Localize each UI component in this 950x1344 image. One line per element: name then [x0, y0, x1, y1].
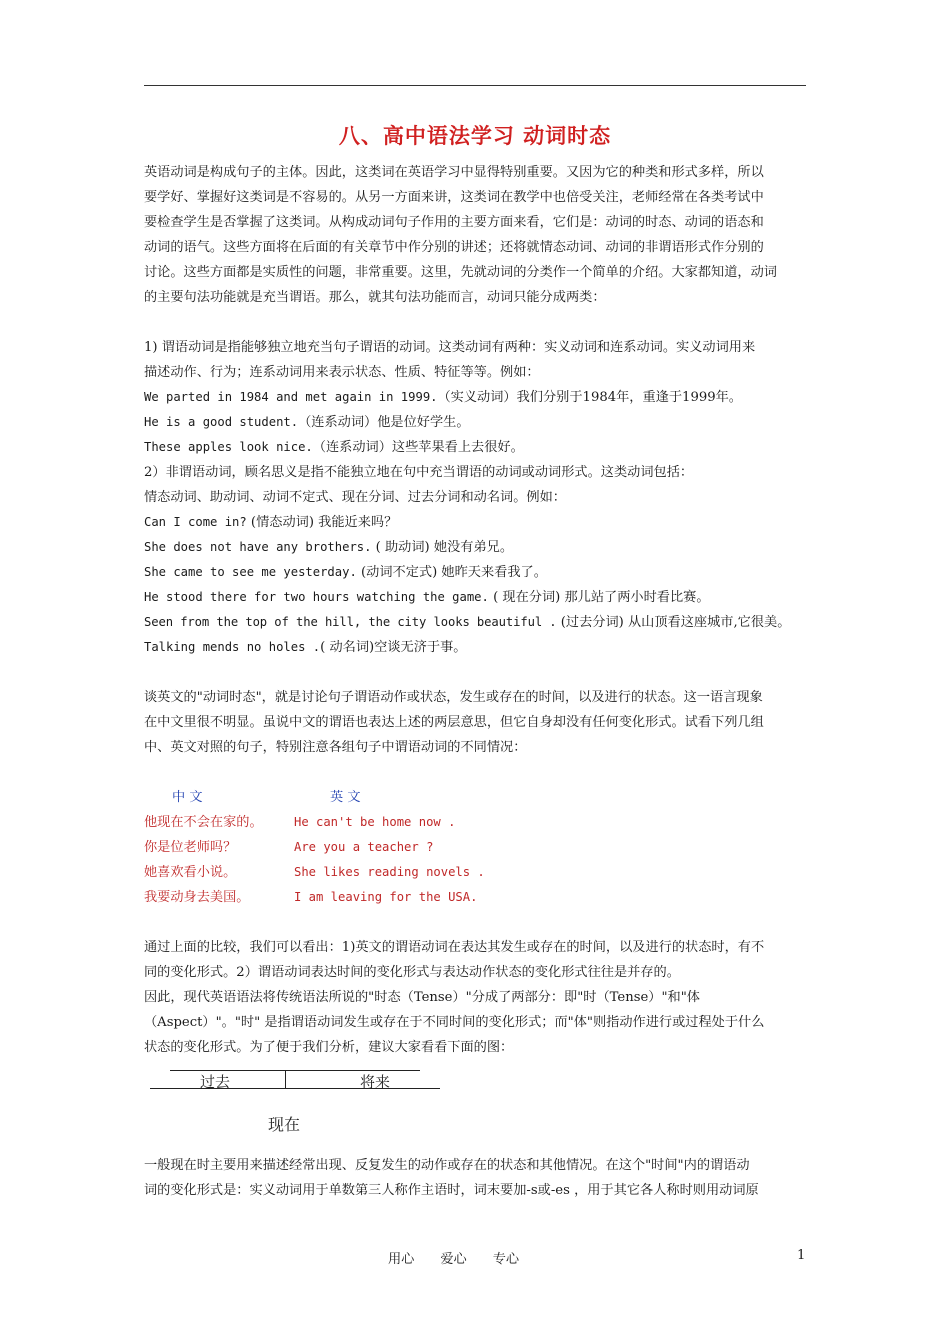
footer-motto: 用心 爱心 专心: [388, 1252, 520, 1267]
text-line: 状态的变化形式。为了便于我们分析，建议大家看看下面的图：: [144, 1040, 514, 1055]
example-line: These apples look nice.（连系动词）这些苹果看上去很好。: [144, 440, 524, 455]
example-line: Can I come in? (情态动词) 我能近来吗？: [144, 515, 398, 530]
text-line: 要检查学生是否掌握了这类词。从构成动词句子作用的主要方面来看，它们是：动词的时态、动词的语态和: [144, 215, 764, 230]
example-line: He stood there for two hours watching the game. ( 现在分词) 那儿站了两小时看比赛。: [144, 590, 710, 605]
example-line: He is a good student.（连系动词）他是位好学生。: [144, 415, 470, 430]
text-line: 要学好、掌握好这类词是不容易的。从另一方面来讲，这类词在教学中也倍受关注，老师经常在各类考试中: [144, 190, 764, 205]
example-line: She does not have any brothers. ( 助动词) 她没有弟兄。: [144, 540, 514, 555]
text-line: （Aspect）"。"时" 是指谓语动词发生或存在于不同时间的变化形式；而"体"则指动作进行或过程处于什么: [144, 1015, 765, 1030]
text-line: 1) 谓语动词是指能够独立地充当句子谓语的动词。这类动词有两种：实义动词和连系动词。实义动词用来: [144, 340, 756, 355]
text-line: 的主要句法功能就是充当谓语。那么，就其句法功能而言，动词只能分成两类：: [144, 290, 606, 305]
text-line: 2）非谓语动词，顾名思义是指不能独立地在句中充当谓语的动词或动词形式。这类动词包括：: [144, 465, 694, 480]
text-line: 通过上面的比较，我们可以看出：1)英文的谓语动词在表达其发生或存在的时间，以及进行的状态时，有不: [144, 940, 765, 955]
example-line: We parted in 1984 and met again in 1999.（实义动词）我们分别于1984年，重逢于1999年。: [144, 390, 742, 405]
header-rule: [144, 85, 806, 86]
comparison-row: 他现在不会在家的。 He can't be home now .: [144, 815, 456, 830]
page-number: 1: [797, 1248, 806, 1263]
comparison-row: 我要动身去美国。 I am leaving for the USA.: [144, 890, 478, 905]
timeline-past-label: 过去: [200, 1073, 231, 1091]
example-line: Seen from the top of the hill, the city looks beautiful . (过去分词) 从山顶看这座城市,它很美。: [144, 615, 791, 630]
text-line: 动词的语气。这些方面将在后面的有关章节中作分别的讲述；还将就情态动词、动词的非谓语形式作分别的: [144, 240, 764, 255]
timeline-present-marker: [285, 1070, 286, 1089]
document-body: [144, 160, 814, 1060]
text-line: 谈英文的"动词时态"，就是讨论句子谓语动作或状态，发生或存在的时间，以及进行的状态。这一语言现象: [144, 690, 763, 705]
text-line: 一般现在时主要用来描述经常出现、反复发生的动作或存在的状态和其他情况。在这个"时间"内的谓语动: [144, 1158, 750, 1173]
tense-aspect-paragraph: [144, 935, 814, 1060]
comparison-header: 中 文 英 文: [172, 790, 361, 805]
text-line: 描述动作、行为；连系动词用来表示状态、性质、特征等等。例如：: [144, 365, 540, 380]
text-line: 中、英文对照的句子，特别注意各组句子中谓语动词的不同情况：: [144, 740, 527, 755]
simple-present-paragraph: [144, 1153, 814, 1203]
tense-paragraph: [144, 685, 814, 760]
timeline-present-label: 现在: [268, 1115, 301, 1134]
intro-paragraph: [144, 160, 814, 310]
comparison-row: 你是位老师吗？ Are you a teacher ?: [144, 840, 434, 855]
text-line: 因此，现代英语语法将传统语法所说的"时态（Tense）"分成了两部分：即"时（Tense）"和"体: [144, 990, 700, 1005]
timeline-axis: [150, 1088, 440, 1089]
section-nonpredicate-verbs: [144, 460, 814, 660]
text-line: 英语动词是构成句子的主体。因此，这类词在英语学习中显得特别重要。又因为它的种类和形式多样，所以: [144, 165, 764, 180]
section-predicate-verbs: [144, 335, 814, 460]
text-line: 讨论。这些方面都是实质性的问题，非常重要。这里，先就动词的分类作一个简单的介绍。大家都知道，动词: [144, 265, 777, 280]
timeline-diagram: [150, 1068, 440, 1138]
comparison-row: 她喜欢看小说。 She likes reading novels .: [144, 865, 485, 880]
text-line: 同的变化形式。2）谓语动词表达时间的变化形式与表达动作状态的变化形式往往是并存的。: [144, 965, 680, 980]
text-line: 情态动词、助动词、动词不定式、现在分词、过去分词和动名词。例如：: [144, 490, 566, 505]
comparison-table: [144, 785, 814, 910]
text-line: 词的变化形式是：实义动词用于单数第三人称作主语时，词末要加-s或-es ，用于其它各人称时则用动词原: [144, 1183, 759, 1198]
text-line: 在中文里很不明显。虽说中文的谓语也表达上述的两层意思，但它自身却没有任何变化形式。试看下列几组: [144, 715, 764, 730]
example-line: She came to see me yesterday. (动词不定式) 她昨天来看我了。: [144, 565, 547, 580]
example-line: Talking mends no holes .( 动名词)空谈无济于事。: [144, 640, 467, 655]
page-title: 八、高中语法学习 动词时态: [338, 124, 612, 148]
timeline-future-label: 将来: [360, 1073, 391, 1091]
